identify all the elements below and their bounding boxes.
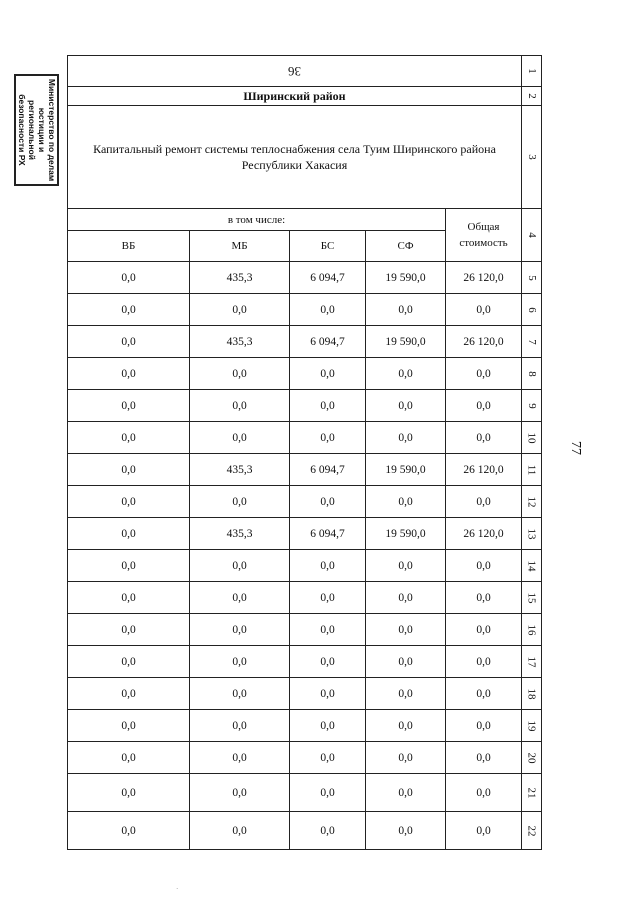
table-cell: 0,0 xyxy=(366,550,446,582)
row-number: 5 xyxy=(525,274,538,281)
row-number: 6 xyxy=(525,306,538,313)
row-number: 21 xyxy=(525,787,538,798)
table-cell: 435,3 xyxy=(190,454,290,486)
table-cell: 0,0 xyxy=(290,812,366,850)
table-cell: 0,0 xyxy=(446,294,522,326)
table-cell: 0,0 xyxy=(290,422,366,454)
row-number-cell xyxy=(522,774,542,812)
table-cell: 0,0 xyxy=(68,422,190,454)
table-row xyxy=(68,742,542,774)
table-row xyxy=(68,518,542,550)
table-cell: 0,0 xyxy=(190,678,290,710)
row-number-cell xyxy=(522,518,542,550)
table-row xyxy=(68,646,542,678)
table-cell: 0,0 xyxy=(290,614,366,646)
row-number-cell xyxy=(522,646,542,678)
row-number-cell xyxy=(522,582,542,614)
project-title: Капитальный ремонт системы теплоснабжения села Туим Ширинского района Республики Хакасия xyxy=(68,106,522,209)
row-number-cell xyxy=(522,422,542,454)
row-number: 4 xyxy=(525,232,538,238)
table-cell: 0,0 xyxy=(68,326,190,358)
table-row xyxy=(68,326,542,358)
row-number: 7 xyxy=(525,338,538,345)
stamp-line: Министерство по делам xyxy=(46,78,57,182)
table-row xyxy=(68,390,542,422)
row-number: 1 xyxy=(525,68,538,74)
table-row xyxy=(68,294,542,326)
district-name: Ширинский район xyxy=(68,87,522,106)
table-cell: 0,0 xyxy=(446,422,522,454)
table-cell: 0,0 xyxy=(190,710,290,742)
page-number: 36 xyxy=(288,64,301,79)
table-cell: 0,0 xyxy=(68,774,190,812)
table-cell: 6 094,7 xyxy=(290,326,366,358)
project-title-row xyxy=(68,106,542,209)
table-cell: 19 590,0 xyxy=(366,262,446,294)
table-cell: 0,0 xyxy=(190,742,290,774)
row-number: 15 xyxy=(525,592,538,603)
table-cell: 0,0 xyxy=(190,582,290,614)
column-header-bs: БС xyxy=(290,231,366,262)
row-number-cell xyxy=(522,358,542,390)
table-cell: 0,0 xyxy=(290,710,366,742)
table-cell: 0,0 xyxy=(190,358,290,390)
column-header-mb: МБ xyxy=(190,231,290,262)
table-cell: 0,0 xyxy=(446,358,522,390)
row-number-cell xyxy=(522,106,542,209)
table-cell: 0,0 xyxy=(366,774,446,812)
row-number: 8 xyxy=(525,370,538,377)
table-cell: 0,0 xyxy=(68,550,190,582)
table-cell: 0,0 xyxy=(190,422,290,454)
page-number-cell xyxy=(68,56,522,87)
row-number-cell xyxy=(522,614,542,646)
row-number: 9 xyxy=(525,402,538,409)
table-cell: 0,0 xyxy=(366,742,446,774)
row-number: 10 xyxy=(525,432,538,443)
table-cell: 0,0 xyxy=(366,678,446,710)
table-row xyxy=(68,710,542,742)
table-cell: 0,0 xyxy=(446,390,522,422)
table-row xyxy=(68,774,542,812)
table-cell: 0,0 xyxy=(68,710,190,742)
table-cell: 0,0 xyxy=(446,774,522,812)
table-row xyxy=(68,422,542,454)
table-cell: 0,0 xyxy=(290,646,366,678)
total-cost-header: Общая стоимость xyxy=(446,209,522,262)
table-row xyxy=(68,812,542,850)
table-cell: 0,0 xyxy=(68,812,190,850)
funding-table xyxy=(67,55,542,850)
table-cell: 0,0 xyxy=(446,486,522,518)
registration-stamp xyxy=(14,74,59,186)
row-number-cell xyxy=(522,209,542,262)
row-number: 14 xyxy=(525,560,538,571)
table-cell: 0,0 xyxy=(366,294,446,326)
row-number: 18 xyxy=(525,688,538,699)
row-number-cell xyxy=(522,550,542,582)
table-cell: 0,0 xyxy=(190,390,290,422)
table-cell: 0,0 xyxy=(290,678,366,710)
table-cell: 0,0 xyxy=(366,646,446,678)
table-cell: 0,0 xyxy=(190,550,290,582)
table-cell: 0,0 xyxy=(366,710,446,742)
table-cell: 0,0 xyxy=(190,614,290,646)
table-cell: 6 094,7 xyxy=(290,454,366,486)
table-row xyxy=(68,454,542,486)
table-cell: 0,0 xyxy=(190,294,290,326)
table-cell: 0,0 xyxy=(366,422,446,454)
stamp-text xyxy=(17,78,57,182)
table-cell: 0,0 xyxy=(366,486,446,518)
row-number-cell xyxy=(522,262,542,294)
table-cell: 0,0 xyxy=(68,486,190,518)
table-cell: 0,0 xyxy=(68,358,190,390)
table-cell: 0,0 xyxy=(366,614,446,646)
column-header-vb: ВБ xyxy=(68,231,190,262)
table-cell: 0,0 xyxy=(290,774,366,812)
table-row xyxy=(68,358,542,390)
table-cell: 0,0 xyxy=(446,614,522,646)
table-cell: 0,0 xyxy=(366,390,446,422)
table-cell: 0,0 xyxy=(68,742,190,774)
table-cell: 6 094,7 xyxy=(290,518,366,550)
header-row-1 xyxy=(68,209,542,231)
table-row xyxy=(68,550,542,582)
table-cell: 26 120,0 xyxy=(446,326,522,358)
column-header-sf: СФ xyxy=(366,231,446,262)
row-number: 22 xyxy=(525,825,538,836)
table-cell: 0,0 xyxy=(290,486,366,518)
table-cell: 0,0 xyxy=(290,294,366,326)
table-row xyxy=(68,262,542,294)
table-row xyxy=(68,614,542,646)
row-number: 3 xyxy=(525,154,538,160)
table-cell: 0,0 xyxy=(366,582,446,614)
table-cell: 0,0 xyxy=(190,774,290,812)
page-number-row xyxy=(68,56,542,87)
table-cell: 0,0 xyxy=(68,614,190,646)
table-cell: 26 120,0 xyxy=(446,454,522,486)
table-cell: 0,0 xyxy=(446,582,522,614)
table-cell: 0,0 xyxy=(68,294,190,326)
table-cell: 0,0 xyxy=(290,742,366,774)
table-cell: 0,0 xyxy=(68,582,190,614)
stamp-line: безопасности РХ xyxy=(16,94,27,166)
table-cell: 0,0 xyxy=(366,812,446,850)
row-number: 2 xyxy=(525,93,538,99)
table-row xyxy=(68,582,542,614)
table-cell: 0,0 xyxy=(366,358,446,390)
table-cell: 435,3 xyxy=(190,262,290,294)
table-cell: 0,0 xyxy=(290,550,366,582)
table-cell: 0,0 xyxy=(68,518,190,550)
row-number: 11 xyxy=(525,464,538,475)
row-number: 13 xyxy=(525,528,538,539)
row-number-cell xyxy=(522,710,542,742)
row-number: 17 xyxy=(525,656,538,667)
table-cell: 0,0 xyxy=(190,486,290,518)
table-cell: 0,0 xyxy=(446,550,522,582)
row-number-cell xyxy=(522,678,542,710)
table-cell: 435,3 xyxy=(190,518,290,550)
row-number: 16 xyxy=(525,624,538,635)
table-cell: 0,0 xyxy=(190,812,290,850)
row-number-cell xyxy=(522,56,542,87)
table-cell: 0,0 xyxy=(446,678,522,710)
table-cell: 0,0 xyxy=(446,812,522,850)
table-cell: 0,0 xyxy=(68,678,190,710)
including-header: в том числе: xyxy=(68,209,446,231)
table-cell: 19 590,0 xyxy=(366,454,446,486)
table-cell: 0,0 xyxy=(290,390,366,422)
stamp-line: юстиции и региональной xyxy=(26,100,47,160)
row-number-cell xyxy=(522,812,542,850)
table-row xyxy=(68,486,542,518)
table-cell: 6 094,7 xyxy=(290,262,366,294)
row-number: 19 xyxy=(525,720,538,731)
row-number: 12 xyxy=(525,496,538,507)
row-number-cell xyxy=(522,390,542,422)
table-row xyxy=(68,678,542,710)
table-cell: 26 120,0 xyxy=(446,518,522,550)
row-number-cell xyxy=(522,742,542,774)
row-number-cell xyxy=(522,326,542,358)
table-cell: 0,0 xyxy=(446,710,522,742)
table-cell: 0,0 xyxy=(190,646,290,678)
district-row xyxy=(68,87,542,106)
table-cell: 0,0 xyxy=(68,454,190,486)
table-cell: 19 590,0 xyxy=(366,518,446,550)
row-number-cell xyxy=(522,486,542,518)
row-number-cell xyxy=(522,87,542,106)
table-cell: 0,0 xyxy=(68,390,190,422)
table-cell: 0,0 xyxy=(446,742,522,774)
table-cell: 435,3 xyxy=(190,326,290,358)
table-cell: 0,0 xyxy=(68,262,190,294)
side-page-number: 77 xyxy=(568,441,583,455)
table-cell: 0,0 xyxy=(290,582,366,614)
scan-speck: · xyxy=(176,885,179,893)
table-cell: 0,0 xyxy=(290,358,366,390)
row-number-cell xyxy=(522,454,542,486)
table-cell: 19 590,0 xyxy=(366,326,446,358)
table-cell: 0,0 xyxy=(446,646,522,678)
table-cell: 0,0 xyxy=(68,646,190,678)
row-number: 20 xyxy=(525,752,538,763)
row-number-cell xyxy=(522,294,542,326)
table-cell: 26 120,0 xyxy=(446,262,522,294)
